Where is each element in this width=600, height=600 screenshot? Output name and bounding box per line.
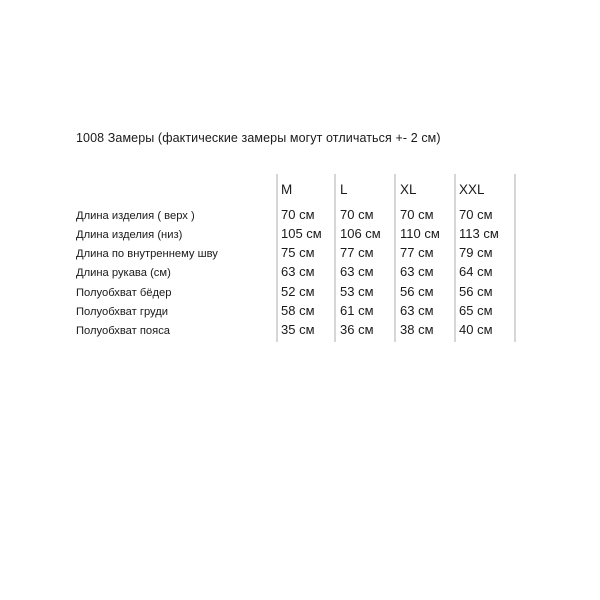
- table-cell: 63 см: [400, 264, 434, 279]
- table-cell: 36 см: [340, 322, 374, 337]
- table-cell: 63 см: [400, 303, 434, 318]
- table-cell: 70 см: [459, 207, 493, 222]
- table-cell: 40 см: [459, 322, 493, 337]
- row-label: Полуобхват груди: [76, 306, 169, 318]
- table-cell: 63 см: [281, 264, 315, 279]
- table-cell: 61 см: [340, 303, 374, 318]
- table-cell: 70 см: [340, 207, 374, 222]
- column-divider: [394, 174, 396, 342]
- table-cell: 38 см: [400, 322, 434, 337]
- column-divider: [454, 174, 456, 342]
- row-label: Длина по внутреннему шву: [76, 248, 218, 260]
- row-label: Длина изделия ( верх ): [76, 210, 195, 222]
- table-cell: 52 см: [281, 284, 315, 299]
- table-cell: 53 см: [340, 284, 374, 299]
- table-cell: 77 см: [340, 245, 374, 260]
- size-header-xl: XL: [400, 182, 417, 197]
- table-cell: 110 см: [400, 226, 440, 241]
- table-cell: 75 см: [281, 245, 315, 260]
- table-cell: 63 см: [340, 264, 374, 279]
- column-divider: [276, 174, 278, 342]
- row-label: Полуобхват бёдер: [76, 287, 172, 299]
- table-cell: 56 см: [459, 284, 493, 299]
- table-cell: 77 см: [400, 245, 434, 260]
- size-header-m: M: [281, 182, 293, 197]
- table-cell: 105 см: [281, 226, 322, 241]
- table-cell: 58 см: [281, 303, 315, 318]
- table-cell: 35 см: [281, 322, 315, 337]
- size-header-l: L: [340, 182, 348, 197]
- table-cell: 70 см: [281, 207, 315, 222]
- column-divider: [334, 174, 336, 342]
- size-header-xxl: XXL: [459, 182, 485, 197]
- column-divider: [514, 174, 516, 342]
- table-cell: 65 см: [459, 303, 493, 318]
- row-label: Длина рукава (см): [76, 267, 171, 279]
- table-cell: 70 см: [400, 207, 434, 222]
- row-label: Длина изделия (низ): [76, 229, 183, 241]
- row-label: Полуобхват пояса: [76, 325, 171, 337]
- page-title: 1008 Замеры (фактические замеры могут отличаться +- 2 см): [76, 131, 441, 145]
- table-cell: 79 см: [459, 245, 493, 260]
- table-cell: 106 см: [340, 226, 381, 241]
- table-cell: 56 см: [400, 284, 434, 299]
- table-cell: 64 см: [459, 264, 493, 279]
- table-cell: 113 см: [459, 226, 499, 241]
